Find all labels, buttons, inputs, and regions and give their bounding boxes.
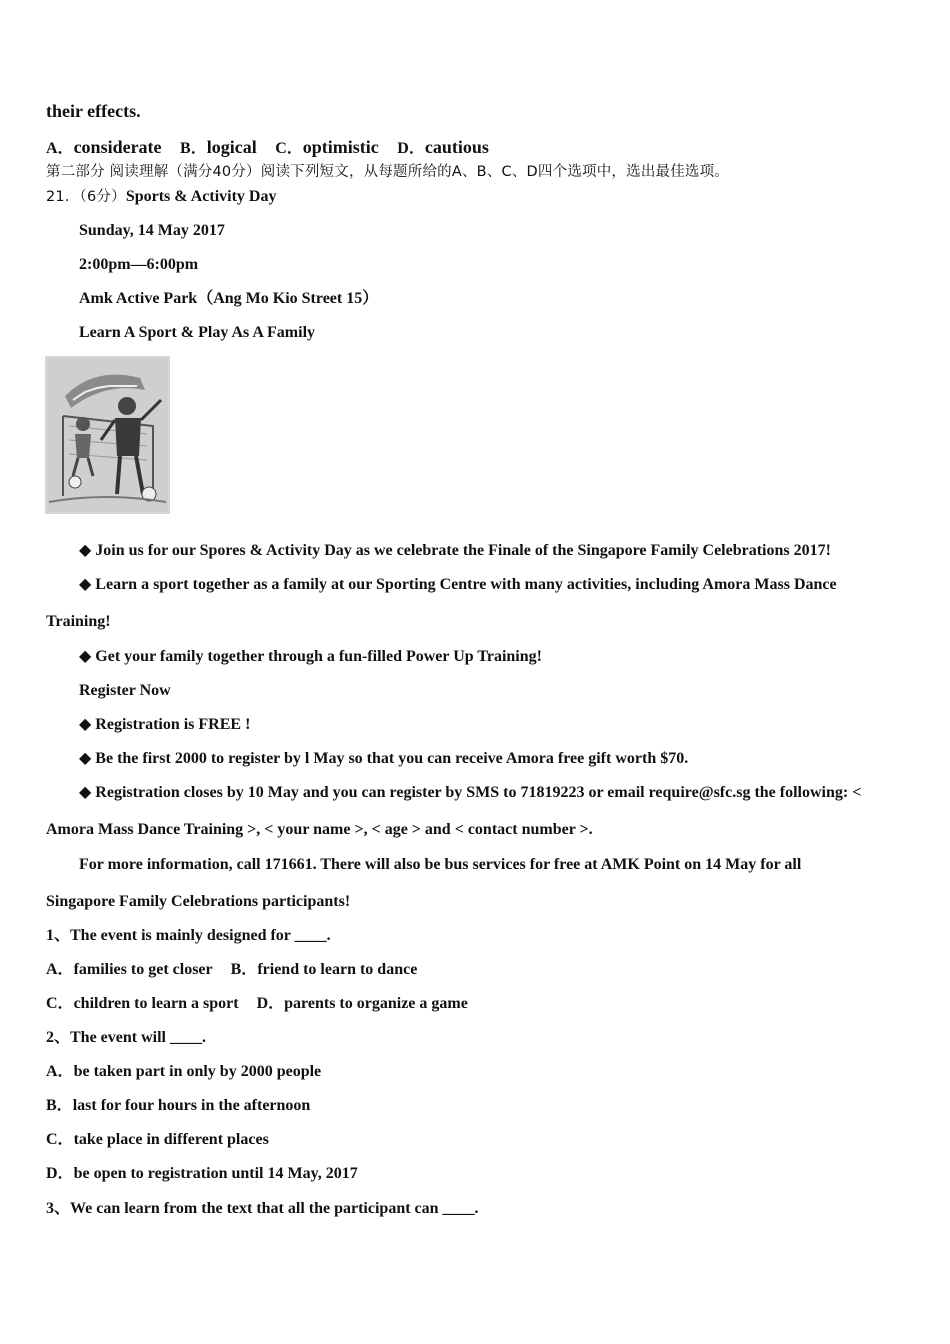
option-text: be open to registration until 14 May, 2017 bbox=[73, 1165, 358, 1182]
option-row bbox=[46, 1130, 269, 1150]
more-info: For more information, call 171661. There will also be bus services for free at AMK Point on 14 May for all bbox=[79, 856, 802, 873]
option-text: take place in different places bbox=[73, 1131, 269, 1148]
passage-heading bbox=[46, 187, 276, 207]
question-stem: 2、The event will ____. bbox=[46, 1029, 206, 1046]
option-text: cautious bbox=[424, 137, 489, 157]
option-text: families to get closer bbox=[73, 961, 213, 978]
event-time: 2:00pm—6:00pm bbox=[79, 256, 199, 273]
family-sports-illustration bbox=[45, 356, 170, 514]
bullet-learn: ◆ Learn a sport together as a family at our Sporting Centre with many activities, including Amora Mass Dance bbox=[79, 576, 837, 593]
option-letter: D． bbox=[46, 1165, 74, 1182]
option-row bbox=[46, 960, 417, 980]
option-letter: D． bbox=[397, 140, 425, 157]
bullet-free: ◆ Registration is FREE ! bbox=[79, 716, 251, 733]
option-text: children to learn a sport bbox=[73, 995, 239, 1012]
bullet-closes-cont: Amora Mass Dance Training >, < your name >, < age > and < contact number >. bbox=[46, 821, 593, 838]
question-stem: 3、We can learn from the text that all the participant can ____. bbox=[46, 1200, 479, 1217]
option-text: logical bbox=[206, 137, 257, 157]
option-text: optimistic bbox=[302, 137, 379, 157]
option-letter: B． bbox=[180, 140, 207, 157]
option-text: be taken part in only by 2000 people bbox=[73, 1063, 322, 1080]
bullet-gift: ◆ Be the first 2000 to register by l May so that you can receive Amora free gift worth $70. bbox=[79, 750, 689, 767]
option-letter: B． bbox=[46, 1097, 73, 1114]
option-row bbox=[46, 1164, 358, 1184]
event-venue: Amk Active Park（Ang Mo Kio Street 15） bbox=[79, 290, 379, 307]
section-header: 第二部分 阅读理解（满分40分）阅读下列短文，从每题所给的A、B、C、D四个选项中，选出最佳选项。 bbox=[46, 164, 730, 180]
option-letter: A． bbox=[46, 961, 74, 978]
prev-question-tail: their effects. bbox=[46, 101, 141, 121]
bullet-training: ◆ Get your family together through a fun-filled Power Up Training! bbox=[79, 648, 542, 665]
option-row bbox=[46, 1062, 321, 1082]
passage-number: 21．（6分） bbox=[46, 189, 126, 205]
option-letter: C． bbox=[275, 140, 303, 157]
option-letter: C． bbox=[46, 1131, 74, 1148]
option-letter: B． bbox=[230, 961, 258, 978]
option-row bbox=[46, 994, 468, 1014]
option-letter: C． bbox=[46, 995, 74, 1012]
option-text: considerate bbox=[73, 137, 162, 157]
register-heading: Register Now bbox=[79, 682, 171, 699]
option-letter: A． bbox=[46, 140, 74, 157]
prev-question-options bbox=[46, 137, 489, 159]
question-stem: 1、The event is mainly designed for ____. bbox=[46, 927, 331, 944]
option-text: last for four hours in the afternoon bbox=[72, 1097, 311, 1114]
event-tagline: Learn A Sport & Play As A Family bbox=[79, 324, 316, 341]
option-text: friend to learn to dance bbox=[257, 961, 418, 978]
bullet-join: ◆ Join us for our Spores & Activity Day as we celebrate the Finale of the Singapore Family Celebrations 2017! bbox=[79, 542, 831, 559]
event-date: Sunday, 14 May 2017 bbox=[79, 222, 225, 239]
option-row bbox=[46, 1096, 310, 1116]
bullet-learn-cont: Training! bbox=[46, 613, 111, 630]
passage-title: Sports & Activity Day bbox=[125, 188, 277, 205]
option-text: parents to organize a game bbox=[284, 995, 468, 1012]
option-letter: A． bbox=[46, 1063, 74, 1080]
more-info-cont: Singapore Family Celebrations participants! bbox=[46, 893, 351, 910]
bullet-closes: ◆ Registration closes by 10 May and you can register by SMS to 71819223 or email require@sfc.sg the following: < bbox=[79, 784, 862, 801]
option-letter: D． bbox=[256, 995, 285, 1012]
